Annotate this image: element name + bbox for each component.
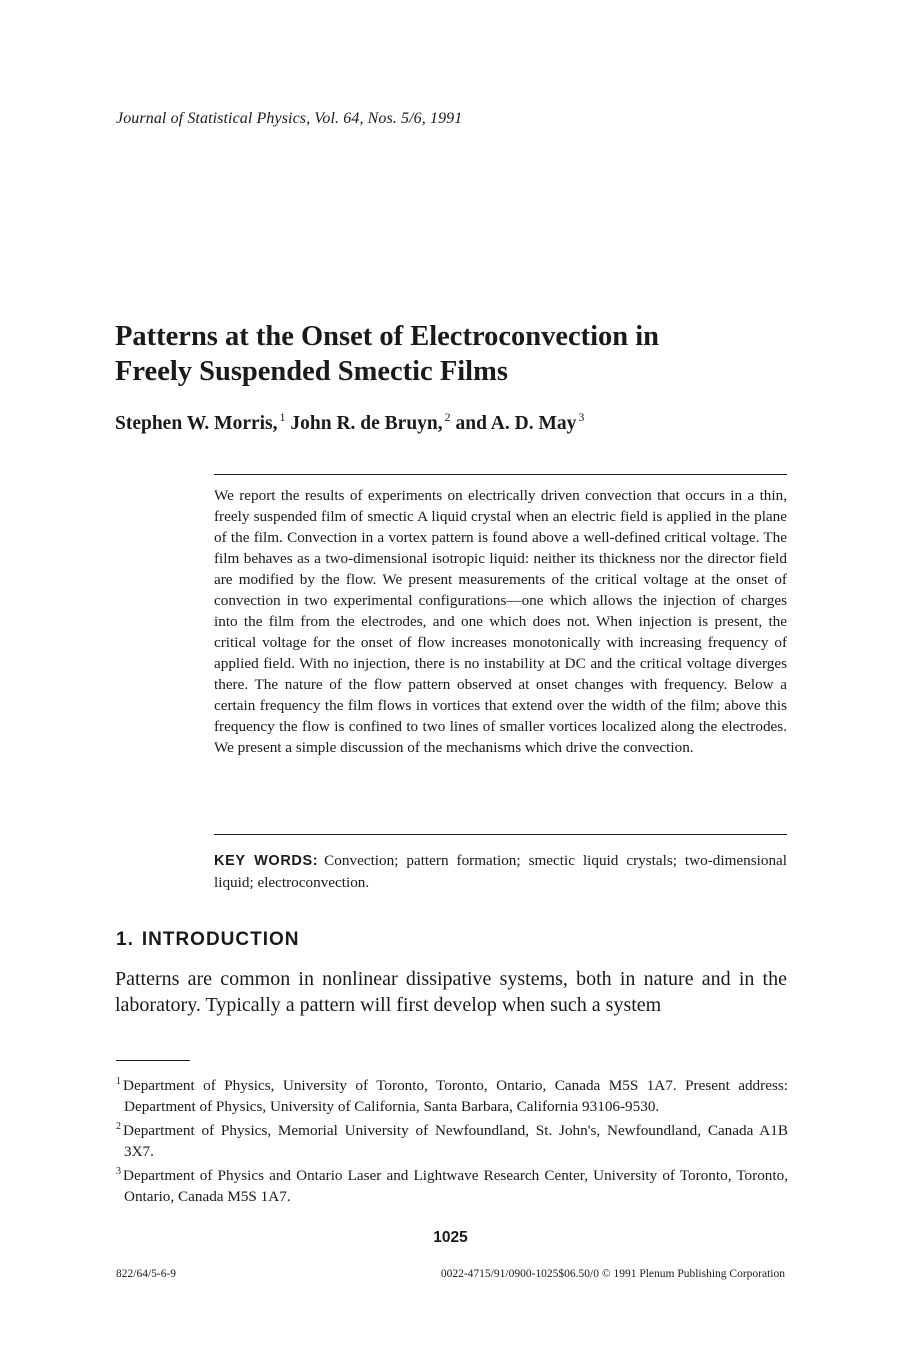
author-list — [115, 410, 584, 435]
keywords-label: KEY WORDS: — [214, 853, 319, 869]
footnote-text: Department of Physics, University of Toronto, Toronto, Ontario, Canada M5S 1A7. Present address: Department of Physics, University of California, Santa Barbara, California 93106-9530. — [123, 1077, 788, 1115]
footnote-3 — [116, 1162, 788, 1207]
manuscript-code: 822/64/5-6-9 — [116, 1268, 177, 1280]
author-conjunction: and — [455, 413, 487, 434]
paper-title — [115, 319, 815, 389]
footnote-1 — [116, 1072, 788, 1117]
abstract-text: We report the results of experiments on electrically driven convection that occurs in a thin, freely suspended film of smectic A liquid crystal when an electric field is applied in the plane of the film. Convection in a vortex pattern is found above a well-defined critical voltage. The film behaves as a two-dimensional isotropic liquid: neither its thickness nor the director field are modified by the flow. We present measurements of the critical voltage at the onset of convection in two experimental configurations—one which allows the injection of charges into the film from the electrodes, and one which does not. When injection is present, the critical voltage for the onset of flow increases monotonically with increasing frequency of applied field. With no injection, there is no instability at DC and the critical voltage diverges there. The nature of the flow pattern observed at onset changes with frequency. Below a certain frequency the film flows in vortices that extend over the width of the film; above this frequency the flow is confined to two lines of smaller vortices localized along the electrodes. We present a simple discussion of the mechanisms which drive the convection. — [214, 487, 787, 756]
author-name: Stephen W. Morris, — [115, 413, 278, 434]
affiliation-mark: 3 — [578, 410, 585, 424]
footnote-text: Department of Physics, Memorial University of Newfoundland, St. John's, Newfoundland, Canada A1B 3X7. — [123, 1122, 788, 1160]
affiliation-mark: 1 — [279, 410, 286, 424]
footnote-separator — [116, 1060, 190, 1061]
abstract-top-rule — [214, 474, 787, 475]
footnotes — [116, 1072, 788, 1207]
footnote-mark: 1 — [116, 1076, 121, 1087]
affiliation-mark: 2 — [444, 410, 451, 424]
section-title: INTRODUCTION — [141, 929, 300, 950]
intro-paragraph: Patterns are common in nonlinear dissipative systems, both in nature and in the laboratory. Typically a pattern will first develop when such a system — [115, 968, 787, 1016]
section-number: 1. — [116, 929, 134, 950]
keywords-text: Convection; pattern formation; smectic liquid crystals; two-dimensional liquid; electroconvection. — [214, 852, 788, 891]
journal-citation: Journal of Statistical Physics, Vol. 64, Nos. 5/6, 1991 — [116, 110, 463, 127]
section-heading — [116, 929, 300, 951]
abstract-bottom-rule — [214, 834, 787, 835]
keywords-block — [214, 850, 787, 893]
footnote-mark: 3 — [116, 1166, 121, 1177]
page-number: 1025 — [433, 1229, 468, 1246]
copyright-line: 0022-4715/91/0900-1025$06.50/0 © 1991 Plenum Publishing Corporation — [440, 1268, 785, 1280]
author-name: A. D. May — [490, 413, 577, 434]
footnote-2 — [116, 1117, 788, 1162]
author-name: John R. de Bruyn, — [290, 413, 443, 434]
footnote-mark: 2 — [116, 1121, 121, 1132]
paper-title-line-1: Patterns at the Onset of Electroconvection in — [115, 321, 660, 352]
paper-title-line-2: Freely Suspended Smectic Films — [115, 356, 508, 387]
footnote-text: Department of Physics and Ontario Laser and Lightwave Research Center, University of Toronto, Toronto, Ontario, Canada M5S 1A7. — [123, 1167, 788, 1205]
